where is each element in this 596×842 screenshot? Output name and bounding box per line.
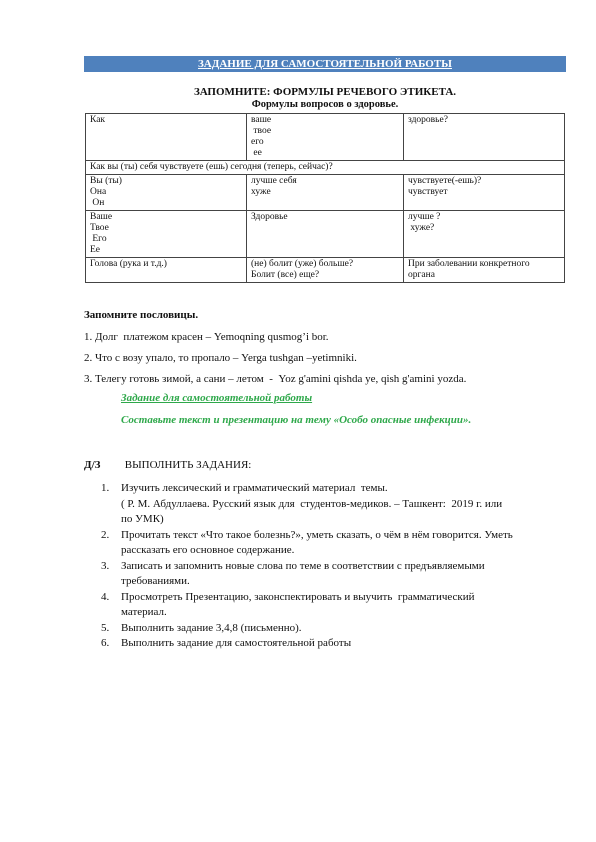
homework-header	[84, 459, 251, 471]
self-study-link[interactable]: Задание для самостоятельной работы	[121, 392, 313, 404]
proverb-line: 3. Телегу готовь зимой, а сани – летом - Yoz g'amini qishda ye, qish g'amini yozda.	[84, 373, 467, 385]
table-cell: ваше твое его ее	[247, 114, 404, 161]
table-cell: здоровье?	[404, 114, 565, 161]
table-cell: Вы (ты) Она Он	[86, 175, 247, 211]
section-banner: ЗАДАНИЕ ДЛЯ САМОСТОЯТЕЛЬНОЙ РАБОТЫ	[84, 56, 566, 72]
etiquette-table	[85, 113, 565, 283]
list-item: 4. Просмотреть Презентацию, законспектировать и выучить грамматический материал.	[101, 590, 475, 618]
homework-label: Д/З	[84, 459, 101, 471]
list-item: 1. Изучить лексический и грамматический материал темы. ( Р. М. Абдуллаева. Русский язык для студентов-медиков. – Ташкент: 2019 г. или по УМК)	[101, 482, 503, 525]
table-row	[86, 161, 565, 175]
table-cell: Здоровье	[247, 211, 404, 258]
proverb-line: 2. Что с возу упало, то пропало – Yerga tushgan –yetimniki.	[84, 352, 357, 364]
table-row	[86, 114, 565, 161]
table-row	[86, 175, 565, 211]
self-study-task: Составьте текст и презентацию на тему «Особо опасные инфекции».	[121, 414, 472, 426]
table-cell: Как вы (ты) себя чувствуете (ешь) сегодня (теперь, сейчас)?	[86, 161, 565, 175]
table-caption: Формулы вопросов о здоровье.	[251, 99, 399, 110]
table-row	[86, 258, 565, 283]
homework-title: ВЫПОЛНИТЬ ЗАДАНИЯ:	[124, 459, 252, 471]
homework-list	[84, 481, 554, 652]
list-item: 2. Прочитать текст «Что такое болезнь?», уметь сказать, о чём в нём говорится. Уметь рассказать его основное содержание.	[101, 528, 513, 556]
list-item: 3. Записать и запомнить новые слова по теме в соответствии с предъявляемыми требованиями.	[101, 559, 485, 587]
table-cell: При заболевании конкретного органа	[404, 258, 565, 283]
proverb-line: 1. Долг платежом красен – Yemoqning qusmog’i bor.	[84, 331, 329, 343]
table-cell: Как	[86, 114, 247, 161]
list-item: 6. Выполнить задание для самостоятельной работы	[101, 637, 352, 649]
list-item: 5. Выполнить задание 3,4,8 (письменно).	[101, 621, 302, 634]
table-cell: лучше ? хуже?	[404, 211, 565, 258]
table-cell: чувствуете(-ешь)? чувствует	[404, 175, 565, 211]
table-cell: лучше себя хуже	[247, 175, 404, 211]
table-cell: (не) болит (уже) больше? Болит (все) еще?	[247, 258, 404, 283]
proverbs-title: Запомните пословицы.	[84, 309, 199, 321]
table-row	[86, 211, 565, 258]
page-heading: ЗАПОМНИТЕ: ФОРМУЛЫ РЕЧЕВОГО ЭТИКЕТА.	[193, 86, 457, 98]
table-cell: Голова (рука и т.д.)	[86, 258, 247, 283]
table-cell: Ваше Твое Его Ее	[86, 211, 247, 258]
